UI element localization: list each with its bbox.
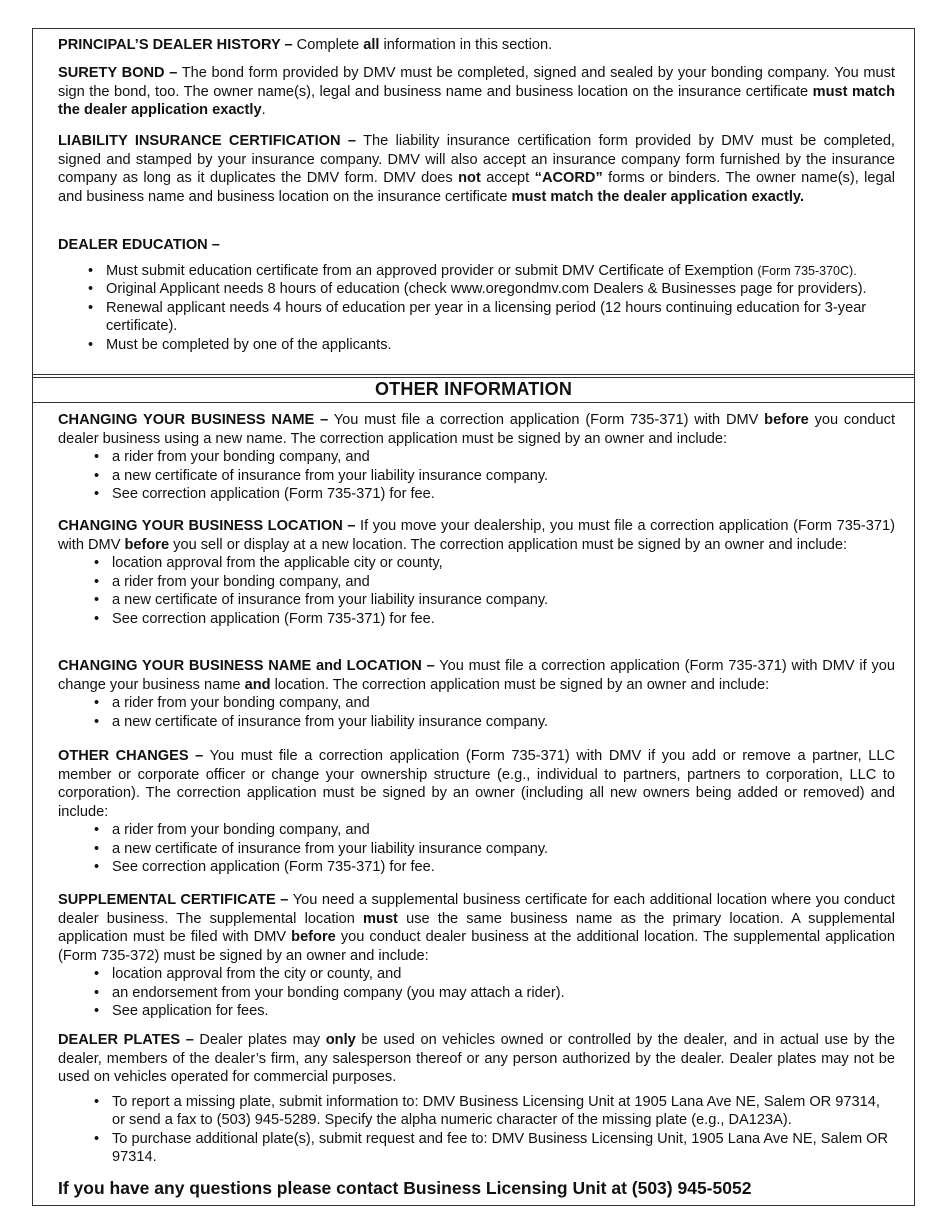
requirements-list xyxy=(94,821,895,877)
divider xyxy=(32,377,915,378)
divider xyxy=(32,402,915,403)
list-item: • location approval from the city or county, and xyxy=(94,965,895,984)
section-heading: CHANGING YOUR BUSINESS LOCATION – xyxy=(58,518,356,534)
liability-insurance-certification: LIABILITY INSURANCE CERTIFICATION – The liability insurance certification form provided by DMV must be completed, signed and stamped by your insurance company. DMV will also accept an insurance company form furnished by the insurance company as long as it duplicates the DMV form. DMV does not accept “ACORD” forms or binders. The owner name(s), legal and business name and business location on the insurance certificate must match the dealer application exactly. xyxy=(58,133,895,205)
list-item: • a rider from your bonding company, and xyxy=(94,694,895,713)
list-item: • Must submit education certificate from an approved provider or submit DMV Certificate of Exemption (Form 735-370C). xyxy=(88,262,895,281)
section-heading: OTHER CHANGES – xyxy=(58,748,204,764)
section-heading: PRINCIPAL’S DEALER HISTORY – xyxy=(58,37,293,53)
section-heading: SURETY BOND – xyxy=(58,65,178,81)
list-item: • a rider from your bonding company, and xyxy=(94,448,895,467)
other-changes: OTHER CHANGES – You must file a correction application (Form 735-371) with DMV if you add or remove a partner, LLC member or corporate officer or change your ownership structure (e.g., individual to partners, partners to corporation, LLC to corporation). The correction application must be signed by an owner (including all new owners being added or removed) and include: • a rider from your bonding company, and • a new certificate of insurance from your liability insurance company. • See correction application (Form 735-371) for fee. xyxy=(58,747,895,877)
supplemental-certificate: SUPPLEMENTAL CERTIFICATE – You need a supplemental business certificate for each additional location where you conduct dealer business. The supplemental location must use the same business name as the primary location. A supplemental application must be filed with DMV before you conduct dealer business at the additional location. The supplemental application (Form 735-372) must be signed by an owner and include: • location approval from the city or county, and • an endorsement from your bonding company (you may attach a rider). • See application for fees. xyxy=(58,891,895,1021)
list-item: • location approval from the applicable city or county, xyxy=(94,554,895,573)
requirements-list xyxy=(94,554,895,628)
changing-business-name-and-location: CHANGING YOUR BUSINESS NAME and LOCATION – You must file a correction application (Form 735-371) with DMV if you change your business name and location. The correction application must be signed by an owner and include: • a rider from your bonding company, and • a new certificate of insurance from your liability insurance company. xyxy=(58,657,895,731)
list-item: • an endorsement from your bonding company (you may attach a rider). xyxy=(94,984,895,1003)
list-item: • To report a missing plate, submit information to: DMV Business Licensing Unit at 1905 Lana Ave NE, Salem OR 97314, or send a fax to (503) 945-5289. Specify the alpha numeric character of the missing plate (e.g., DA123A). xyxy=(94,1093,895,1130)
section-heading: DEALER EDUCATION – xyxy=(58,237,220,253)
list-item: • Original Applicant needs 8 hours of education (check www.oregondmv.com Dealers & Businesses page for providers). xyxy=(88,280,895,299)
list-item: • a new certificate of insurance from your liability insurance company. xyxy=(94,713,895,732)
requirements-list xyxy=(94,965,895,1021)
education-list xyxy=(88,262,895,355)
contact-footer: If you have any questions please contact Business Licensing Unit at (503) 945-5052 xyxy=(58,1178,752,1198)
list-item: • See correction application (Form 735-371) for fee. xyxy=(94,858,895,877)
requirements-list xyxy=(94,448,895,504)
list-item: • a new certificate of insurance from your liability insurance company. xyxy=(94,840,895,859)
other-information-title: OTHER INFORMATION xyxy=(374,379,573,399)
surety-bond: SURETY BOND – The bond form provided by DMV must be completed, signed and sealed by your bonding company. You must sign the bond, too. The owner name(s), legal and business name and business location on the insurance certificate must match the dealer application exactly. xyxy=(58,65,895,118)
list-item: • a new certificate of insurance from your liability insurance company. xyxy=(94,467,895,486)
list-item: • a rider from your bonding company, and xyxy=(94,821,895,840)
list-item: • See correction application (Form 735-371) for fee. xyxy=(94,485,895,504)
list-item: • Renewal applicant needs 4 hours of education per year in a licensing period (12 hours continuing education for 3-year certificate). xyxy=(88,299,895,336)
list-item: • a rider from your bonding company, and xyxy=(94,573,895,592)
list-item: • See application for fees. xyxy=(94,1002,895,1021)
section-heading: SUPPLEMENTAL CERTIFICATE – xyxy=(58,892,289,908)
list-item: • See correction application (Form 735-371) for fee. xyxy=(94,610,895,629)
section-heading: CHANGING YOUR BUSINESS NAME – xyxy=(58,412,329,428)
dealer-education xyxy=(58,236,895,354)
changing-business-name: CHANGING YOUR BUSINESS NAME – You must file a correction application (Form 735-371) with DMV before you conduct dealer business using a new name. The correction application must be signed by an owner and include: • a rider from your bonding company, and • a new certificate of insurance from your liability insurance company. • See correction application (Form 735-371) for fee. xyxy=(58,411,895,504)
requirements-list xyxy=(94,694,895,731)
requirements-list xyxy=(94,1093,895,1167)
list-item: • a new certificate of insurance from your liability insurance company. xyxy=(94,591,895,610)
section-heading: CHANGING YOUR BUSINESS NAME and LOCATION – xyxy=(58,658,435,674)
list-item: • Must be completed by one of the applicants. xyxy=(88,336,895,355)
changing-business-location: CHANGING YOUR BUSINESS LOCATION – If you move your dealership, you must file a correction application (Form 735-371) with DMV before you sell or display at a new location. The correction application must be signed by an owner and include: • location approval from the applicable city or county, • a rider from your bonding company, and • a new certificate of insurance from your liability insurance company. • See correction application (Form 735-371) for fee. xyxy=(58,517,895,628)
section-heading: LIABILITY INSURANCE CERTIFICATION – xyxy=(58,133,357,149)
principals-dealer-history: PRINCIPAL’S DEALER HISTORY – Complete all information in this section. xyxy=(58,37,553,53)
list-item: • To purchase additional plate(s), submit request and fee to: DMV Business Licensing Unit, 1905 Lana Ave NE, Salem OR 97314. xyxy=(94,1130,895,1167)
dealer-plates: DEALER PLATES – Dealer plates may only be used on vehicles owned or controlled by the dealer, and in actual use by the dealer, members of the dealer’s firm, any salesperson thereof or any person authorized by the dealer. Dealer plates may not be used on vehicles operated for commercial purposes. • To report a missing plate, submit information to: DMV Business Licensing Unit at 1905 Lana Ave NE, Salem OR 97314, or send a fax to (503) 945-5289. Specify the alpha numeric character of the missing plate (e.g., DA123A). • To purchase additional plate(s), submit request and fee to: DMV Business Licensing Unit, 1905 Lana Ave NE, Salem OR 97314. xyxy=(58,1031,895,1167)
divider xyxy=(32,374,915,375)
section-heading: DEALER PLATES – xyxy=(58,1032,194,1048)
